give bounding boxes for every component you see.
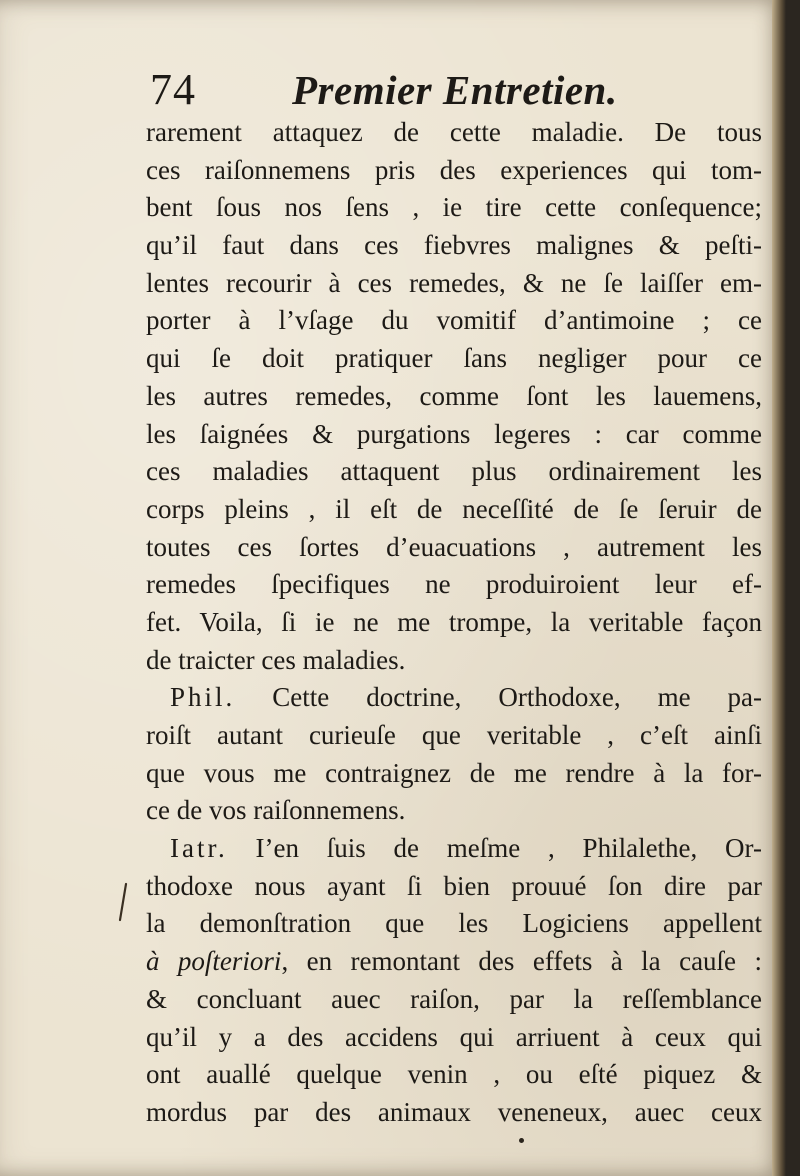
text-line: fet. Voila, ſi ie ne me trompe, la veritable façon bbox=[146, 606, 762, 637]
text-line: porter à l’vſage du vomitif d’antimoine ; ce bbox=[146, 305, 762, 336]
margin-pen-mark bbox=[118, 882, 128, 922]
text-line: remedes ſpecifiques ne produiroient leur ef- bbox=[146, 569, 762, 600]
text-line: corps pleins , il eſt de neceſſité de ſe ſeruir de bbox=[146, 493, 762, 524]
text-line: mordus par des animaux veneneux, auec ceux bbox=[146, 1096, 762, 1127]
body-text bbox=[146, 114, 762, 1132]
text-line: bent ſous nos ſens , ie tire cette conſequence; bbox=[146, 192, 762, 223]
text-line: de traicter ces maladies. bbox=[146, 644, 406, 675]
paragraph-first-line bbox=[146, 830, 762, 868]
latin-phrase: à poſteriori bbox=[146, 946, 282, 977]
text-line-italic bbox=[146, 943, 762, 981]
text-line: roiſt autant curieuſe que veritable , c’eſt ainſi bbox=[146, 720, 762, 750]
text-line: ces raiſonnemens pris des experiences qui tom- bbox=[146, 154, 762, 185]
text-line: rarement attaquez de cette maladie. De tous bbox=[146, 117, 762, 147]
page-number: 74 bbox=[150, 65, 196, 114]
text-line: les autres remedes, comme ſont les lauemens, bbox=[146, 380, 762, 411]
text-line: thodoxe nous ayant ſi bien prouué ſon dire par bbox=[146, 870, 762, 901]
page-edge-shadow bbox=[772, 0, 786, 1176]
text-span: , en remontant des effets à la cauſe : bbox=[281, 946, 762, 977]
speaker-label: Phil. bbox=[170, 682, 236, 713]
text-line: lentes recourir à ces remedes, & ne ſe laiſſer em- bbox=[146, 267, 762, 298]
paragraph-first-line bbox=[146, 679, 762, 717]
ink-speck bbox=[519, 1138, 524, 1143]
page-header bbox=[150, 62, 670, 118]
text-line: ce de vos raiſonnemens. bbox=[146, 795, 406, 826]
text-line: qui ſe doit pratiquer ſans negliger pour ce bbox=[146, 343, 762, 374]
text-line: qu’il faut dans ces fiebvres malignes & peſti- bbox=[146, 230, 762, 261]
text-line: que vous me contraignez de me rendre à la for- bbox=[146, 757, 762, 788]
text-line: & concluant auec raiſon, par la reſſemblance bbox=[146, 983, 762, 1014]
text-line: toutes ces ſortes d’euacuations , autrement les bbox=[146, 531, 762, 562]
text-span: I’en ſuis de meſme , Philalethe, Or- bbox=[255, 833, 762, 864]
text-line: qu’il y a des accidens qui arriuent à ceux qui bbox=[146, 1021, 762, 1052]
text-line: la demonſtration que les Logiciens appellent bbox=[146, 908, 762, 939]
text-line: les ſaignées & purgations legeres : car comme bbox=[146, 418, 762, 449]
text-line: ont auallé quelque venin , ou eſté piquez & bbox=[146, 1059, 762, 1090]
text-line: ces maladies attaquent plus ordinairement les bbox=[146, 456, 762, 487]
running-head: Premier Entretien. bbox=[292, 67, 618, 113]
text-span: Cette doctrine, Orthodoxe, me pa- bbox=[272, 682, 762, 713]
speaker-label: Iatr. bbox=[170, 833, 228, 864]
